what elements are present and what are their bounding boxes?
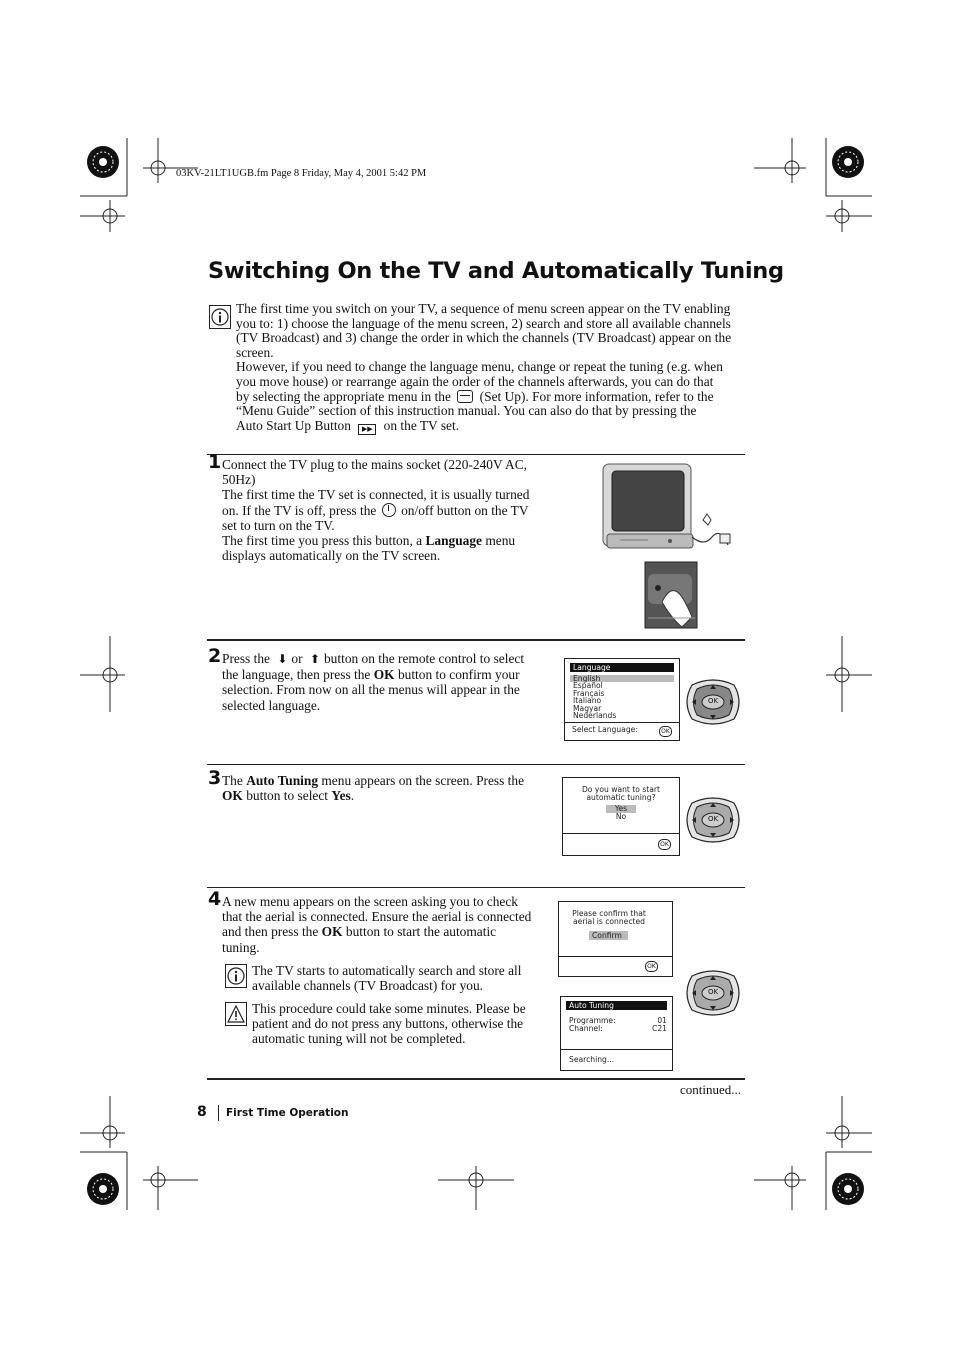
searching-status: Searching... <box>569 1055 615 1064</box>
confirm-line: aerial is connected <box>573 917 645 926</box>
footer-separator <box>218 1105 219 1121</box>
ok-icon: OK <box>645 961 658 972</box>
language-menu-screen <box>564 658 680 741</box>
language-option[interactable]: Italiano <box>573 696 602 706</box>
intro-text <box>236 302 746 435</box>
remote-ok-label: OK <box>707 988 719 996</box>
auto-tuning-progress-screen <box>560 996 673 1071</box>
language-option[interactable]: English <box>570 675 674 682</box>
info-icon <box>225 964 247 988</box>
section-name: First Time Operation <box>226 1107 349 1119</box>
auto-start-up-icon: ▶▶ <box>358 424 376 435</box>
down-arrow-icon: ⬇ <box>277 652 288 666</box>
step4-text: A new menu appears on the screen asking you to check that the aerial is connected. Ensure the aerial is connected and then press the OK button to start the automatic tuning. <box>222 894 532 955</box>
no-option[interactable]: No <box>615 812 627 821</box>
channel-value: C21 <box>652 1024 667 1033</box>
intro-line: you move house) or rearrange again the order of the channels afterwards, you can do that <box>236 373 714 389</box>
continued-label: continued... <box>680 1082 742 1097</box>
language-menu-title: Language <box>570 663 674 672</box>
auto-tuning-question-screen <box>562 777 680 856</box>
language-option[interactable]: Magyar <box>573 703 602 713</box>
intro-line: The first time you switch on your TV, a sequence of menu screen appear on the TV enabling <box>236 301 731 316</box>
info-note: The TV starts to automatically search and store all available channels (TV Broadcast) for you. <box>252 963 522 994</box>
up-arrow-icon: ⬆ <box>309 652 320 666</box>
step-number: 3 <box>208 767 222 789</box>
language-list <box>570 675 674 719</box>
step3-text: The Auto Tuning menu appears on the screen. Press the OK button to select Yes. <box>222 773 525 804</box>
select-language-label: Select Language: <box>572 725 638 734</box>
step1-text: Connect the TV plug to the mains socket (220-240V AC, 50Hz) The first time the TV set is connected, it is usually turned on. If the TV is off, press the on/off button on the TV set to turn on the TV. The first time you press this button, a Language menu displays automatically on the TV screen. <box>222 457 530 564</box>
step1-divider <box>207 454 745 455</box>
intro-line: (TV Broadcast) and 3) change the order in which the channels (TV Broadcast) appear on the <box>236 330 732 346</box>
step-number: 1 <box>208 451 222 473</box>
file-header-line: 03KV-21LT1UGB.fm Page 8 Friday, May 4, 2001 5:42 PM <box>176 168 427 179</box>
info-icon <box>209 305 231 329</box>
intro-line: However, if you need to change the language menu, change or repeat the tuning (e.g. when <box>236 359 723 375</box>
intro-line: you to: 1) choose the language of the menu screen, 2) search and store all available channels <box>236 315 731 331</box>
step3-divider <box>207 764 745 765</box>
question-line: automatic tuning? <box>586 793 656 802</box>
warning-note: This procedure could take some minutes. Please be patient and do not press any buttons, otherwise the automatic tuning will not be completed. <box>252 1001 526 1047</box>
channel-label: Channel: <box>569 1024 603 1033</box>
step2-text: Press the ⬇ or ⬆ button on the remote control to select the language, then press the OK button to confirm your selection. From now on all the menus will appear in the selected language. <box>222 651 525 713</box>
intro-line: Auto Start Up Button ▶▶ on the TV set. <box>236 417 460 433</box>
step4-divider <box>207 887 745 888</box>
warning-icon <box>225 1002 247 1026</box>
remote-ok-label: OK <box>707 815 719 823</box>
step2-divider <box>207 639 745 641</box>
programme-label: Programme: <box>569 1016 616 1025</box>
confirm-line: Please confirm that <box>572 909 646 918</box>
auto-tuning-title: Auto Tuning <box>566 1001 667 1010</box>
bottom-divider <box>207 1078 745 1080</box>
intro-line: screen. <box>236 344 274 360</box>
ok-icon: OK <box>658 839 671 850</box>
language-option[interactable]: Nederlands <box>573 711 617 721</box>
page-number: 8 <box>197 1104 207 1120</box>
ok-icon: OK <box>659 726 672 737</box>
confirm-aerial-screen <box>558 901 673 977</box>
yes-option[interactable]: Yes <box>606 805 636 813</box>
intro-line: “Menu Guide” section of this instruction manual. You can also do that by pressing the <box>236 403 697 419</box>
question-line: Do you want to start <box>581 785 661 794</box>
power-icon <box>382 503 396 517</box>
programme-value: 01 <box>657 1016 667 1025</box>
tv-set-illustration <box>600 462 735 632</box>
step-number: 4 <box>208 888 222 910</box>
step-number: 2 <box>208 645 222 667</box>
language-option[interactable]: Français <box>573 688 605 698</box>
page-title: Switching On the TV and Automatically Tuning <box>208 258 784 284</box>
remote-ok-label: OK <box>707 697 719 705</box>
intro-line: by selecting the appropriate menu in the (Set Up). For more information, refer to the <box>236 388 714 404</box>
confirm-button[interactable]: Confirm <box>589 931 628 940</box>
setup-icon <box>457 390 473 403</box>
language-option[interactable]: Español <box>573 681 603 691</box>
